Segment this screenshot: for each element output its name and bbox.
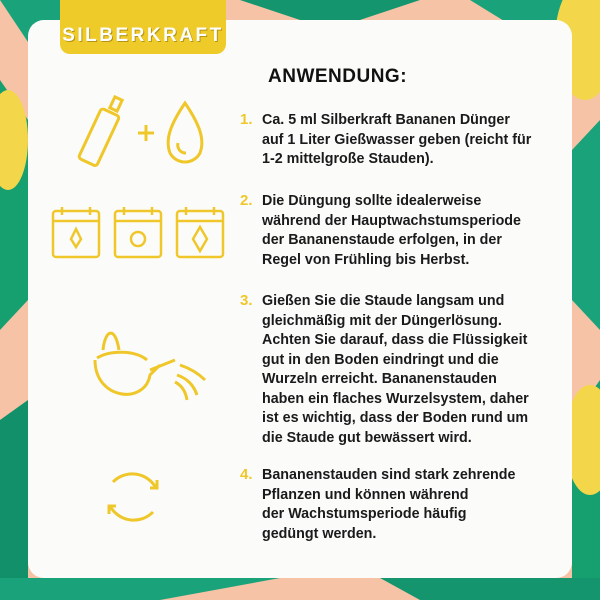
- bottle-plus-drop-icon: [70, 95, 220, 175]
- step-text: gedüngt werden.: [262, 525, 377, 542]
- step-text: Ca. 5 ml Silberkraft Bananen Dünger: [262, 112, 510, 128]
- step-number: 4.: [240, 466, 253, 483]
- step-text: gut in den Boden eindringt und die: [262, 351, 499, 368]
- watering-can-icon: [85, 320, 210, 410]
- step-text: Gießen Sie die Staude langsam und: [262, 293, 505, 309]
- step-number: 2.: [240, 192, 253, 209]
- step-text: Bananenstauden sind stark zehrende: [262, 467, 516, 483]
- step-text: auf 1 Liter Gießwasser geben (reicht für: [262, 131, 532, 148]
- step-text: die Staude gut bewässert wird.: [262, 429, 472, 446]
- step-number: 1.: [240, 111, 253, 128]
- step-number: 3.: [240, 292, 253, 309]
- step-text: Regel von Frühling bis Herbst.: [262, 251, 470, 268]
- page-title: ANWENDUNG:: [268, 66, 408, 87]
- step-text: Wurzeln erreicht. Bananenstauden: [262, 371, 497, 387]
- step-text: haben ein flaches Wurzelsystem, daher: [262, 390, 529, 407]
- step-text: Die Düngung sollte idealerweise: [262, 193, 482, 209]
- step-text: Pflanzen und können während: [262, 486, 469, 503]
- step-text: der Wachstumsperiode häufig: [262, 506, 467, 522]
- step-text: 1-2 mittelgroße Stauden).: [262, 151, 434, 167]
- step-text: der Bananenstaude erfolgen, in der: [262, 232, 502, 248]
- step-text: während der Hauptwachstumsperiode: [262, 212, 521, 229]
- refresh-cycle-icon: [98, 462, 168, 532]
- step-text: Achten Sie darauf, dass die Flüssigkeit: [262, 332, 528, 348]
- step-text: gleichmäßig mit der Düngerlösung.: [262, 312, 502, 329]
- brand-logo: SILBERKRAFT: [60, 0, 226, 54]
- calendar-seasons-icon: [50, 205, 230, 260]
- step-text: ist es wichtig, dass der Boden rund um: [262, 410, 529, 426]
